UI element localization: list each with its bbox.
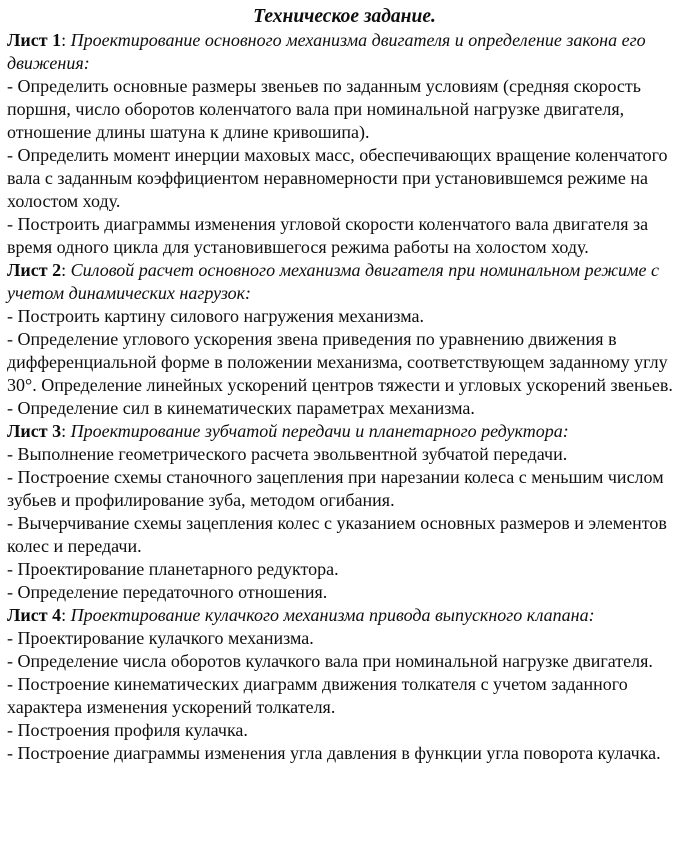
section-list-3: [7, 420, 682, 604]
section-separator: :: [61, 421, 71, 441]
section-list-4: [7, 604, 682, 765]
section-subtitle: Проектирование кулачкого механизма привода выпускного клапана:: [70, 605, 595, 625]
task-item: - Построить диаграммы изменения угловой скорости коленчатого вала двигателя за время одного цикла для установившегося режима работы на холостом ходу.: [7, 214, 649, 257]
section-heading: [7, 29, 682, 75]
section-heading: [7, 604, 682, 627]
section-separator: :: [61, 260, 71, 280]
section-subtitle: Проектирование основного механизма двигателя и определение закона его движения:: [7, 30, 646, 73]
task-item: - Выполнение геометрического расчета эвольвентной зубчатой передачи.: [7, 444, 568, 464]
section-separator: :: [61, 605, 71, 625]
section-label: Лист 2: [7, 260, 62, 280]
task-item: - Вычерчивание схемы зацепления колес с указанием основных размеров и элементов колес и передачи.: [7, 513, 667, 556]
task-item: - Построение кинематических диаграмм движения толкателя с учетом заданного характера изменения ускорений толкателя.: [7, 674, 628, 717]
section-subtitle: Проектирование зубчатой передачи и планетарного редуктора:: [70, 421, 569, 441]
section-subtitle: Силовой расчет основного механизма двигателя при номинальном режиме с учетом динамических нагрузок:: [7, 260, 659, 303]
task-item: - Определить момент инерции маховых масс, обеспечивающих вращение коленчатого вала с заданным коэффициентом неравномерности при установившемся режиме на холостом ходу.: [7, 145, 668, 211]
task-item: - Определение сил в кинематических параметрах механизма.: [7, 398, 475, 418]
section-label: Лист 4: [7, 605, 62, 625]
task-item: - Проектирование кулачкого механизма.: [7, 628, 314, 648]
task-item: - Определение числа оборотов кулачкого вала при номинальной нагрузке двигателя.: [7, 651, 653, 671]
task-item: - Определить основные размеры звеньев по заданным условиям (средняя скорость поршня, число оборотов коленчатого вала при номинальной нагрузке двигателя, отношение длины шатуна к длине кривошипа).: [7, 76, 641, 142]
section-separator: :: [61, 30, 71, 50]
task-item: - Определение передаточного отношения.: [7, 582, 328, 602]
task-item: - Построение диаграммы изменения угла давления в функции угла поворота кулачка.: [7, 743, 661, 763]
task-item: - Построение схемы станочного зацепления при нарезании колеса с меньшим числом зубьев и профилирование зуба, методом огибания.: [7, 467, 664, 510]
section-list-1: [7, 29, 682, 259]
section-label: Лист 1: [7, 30, 62, 50]
section-heading: [7, 420, 682, 443]
task-item: - Проектирование планетарного редуктора.: [7, 559, 339, 579]
task-item: - Построения профиля кулачка.: [7, 720, 248, 740]
section-label: Лист 3: [7, 421, 62, 441]
task-item: - Определение углового ускорения звена приведения по уравнению движения в дифференциальной форме в положении механизма, соответствующем заданному углу 30°. Определение линейных ускорений центров тяжести и угловых ускорений звеньев.: [7, 329, 673, 395]
task-item: - Построить картину силового нагружения механизма.: [7, 306, 425, 326]
section-list-2: [7, 259, 682, 420]
section-heading: [7, 259, 682, 305]
document-title: Техническое задание.: [253, 6, 436, 27]
